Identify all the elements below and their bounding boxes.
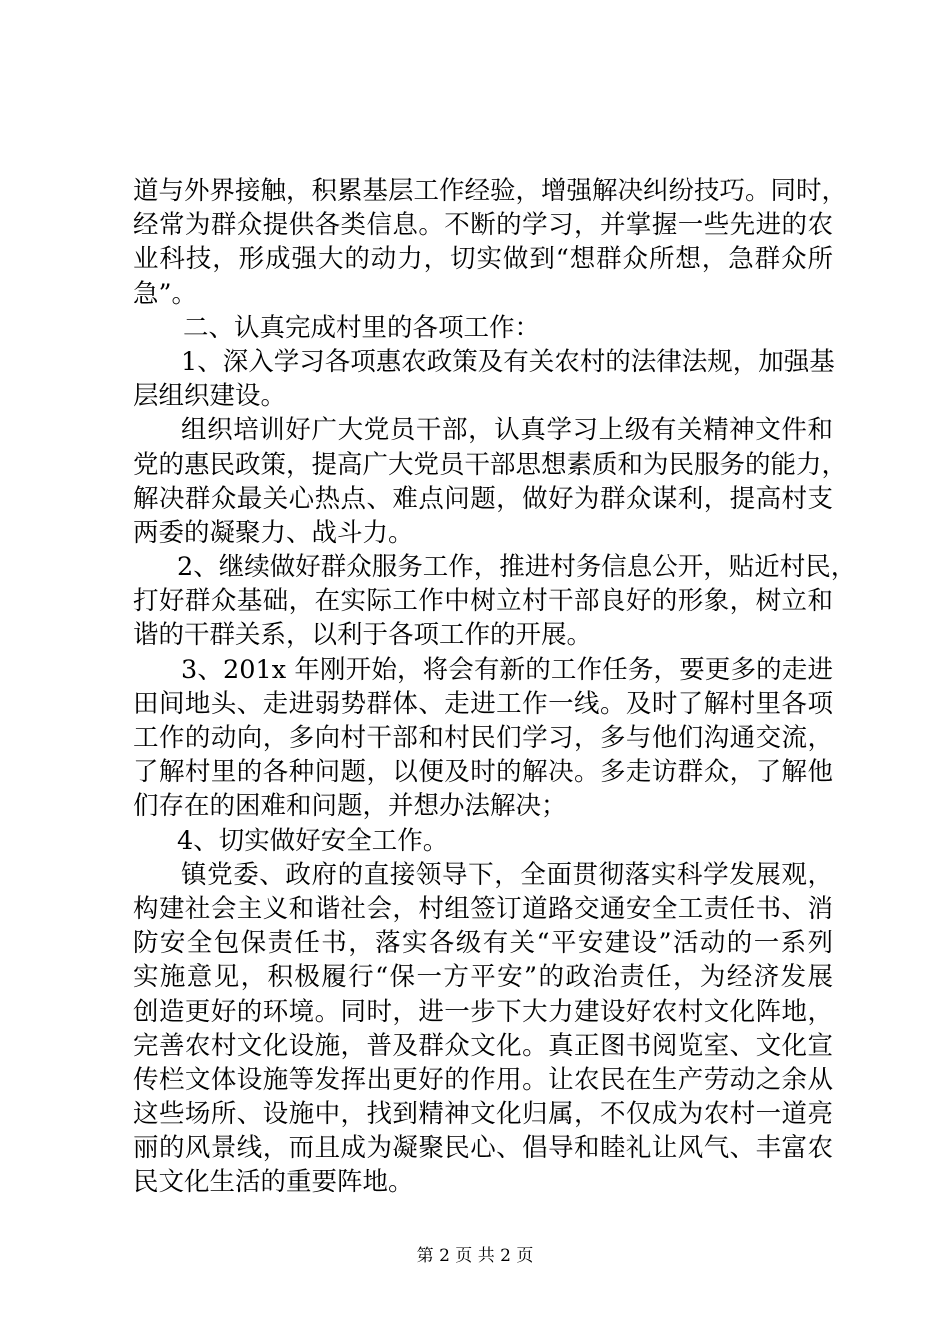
text-line: 防安全包保责任书，落实各级有关“平安建设”活动的一系列 [133, 928, 833, 959]
text-line: 4、切实做好安全工作。 [177, 825, 449, 856]
text-line: 1、深入学习各项惠农政策及有关农村的法律法规，加强基 [181, 346, 835, 377]
text-line: 经常为群众提供各类信息。不断的学习，并掌握一些先进的农 [133, 210, 833, 241]
text-line: 业科技，形成强大的动力，切实做到“想群众所想，急群众所 [133, 244, 833, 275]
text-line: 构建社会主义和谐社会，村组签订道路交通安全工责任书、消 [133, 893, 833, 924]
page-footer: 第 2 页 共 2 页 [416, 1246, 534, 1266]
text-line: 二、认真完成村里的各项工作： [183, 312, 541, 343]
text-line: 这些场所、设施中，找到精神文化归属，不仅成为农村一道亮 [133, 1099, 833, 1130]
text-line: 们存在的困难和问题，并想办法解决； [133, 791, 567, 822]
text-line: 实施意见，积极履行“保一方平安”的政治责任，为经济发展 [133, 962, 833, 993]
text-line: 道与外界接触，积累基层工作经验，增强解决纠纷技巧。同时， [133, 176, 848, 206]
text-line: 创造更好的环境。同时，进一步下大力建设好农村文化阵地， [133, 996, 833, 1027]
text-line: 组织培训好广大党员干部，认真学习上级有关精神文件和 [181, 415, 833, 446]
text-line: 丽的风景线，而且成为凝聚民心、倡导和睦礼让风气、丰富农 [133, 1133, 833, 1164]
text-line: 完善农村文化设施，普及群众文化。真正图书阅览室、文化宣 [133, 1030, 833, 1061]
text-line: 田间地头、走进弱势群体、走进工作一线。及时了解村里各项 [133, 688, 833, 719]
text-line: 传栏文体设施等发挥出更好的作用。让农民在生产劳动之余从 [133, 1064, 833, 1095]
text-line: 打好群众基础，在实际工作中树立村干部良好的形象，树立和 [133, 586, 833, 617]
text-line: 急”。 [133, 278, 198, 309]
text-line: 3、201x 年刚开始，将会有新的工作任务，要更多的走进 [181, 654, 833, 685]
document-body [133, 174, 857, 1200]
text-line: 镇党委、政府的直接领导下，全面贯彻落实科学发展观， [181, 859, 833, 890]
text-line: 2、继续做好群众服务工作，推进村务信息公开，贴近村民， [177, 552, 857, 583]
text-line: 党的惠民政策，提高广大党员干部思想素质和为民服务的能力， [133, 449, 848, 480]
text-line: 谐的干群关系，以利于各项工作的开展。 [133, 620, 593, 651]
text-line: 工作的动向，多向村干部和村民们学习，多与他们沟通交流， [133, 723, 833, 753]
text-line: 解决群众最关心热点、难点问题，做好为群众谋利，提高村支 [133, 483, 833, 514]
text-line: 两委的凝聚力、战斗力。 [133, 517, 414, 548]
text-line: 民文化生活的重要阵地。 [133, 1167, 414, 1198]
text-line: 了解村里的各种问题，以便及时的解决。多走访群众，了解他 [133, 757, 833, 788]
text-line: 层组织建设。 [133, 381, 287, 412]
